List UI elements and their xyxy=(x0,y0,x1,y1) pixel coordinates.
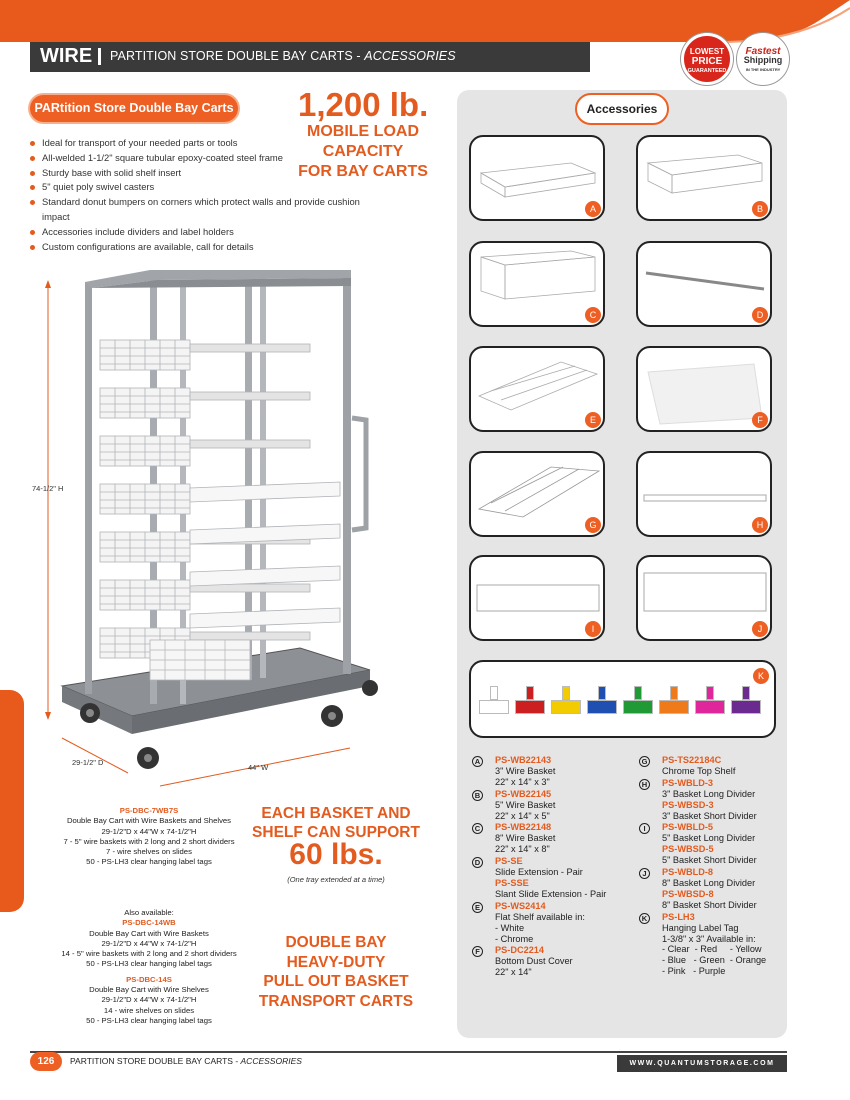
label-tag-stem xyxy=(598,686,606,700)
section-label: WIRE xyxy=(40,45,93,67)
entry-line: Slant Slide Extension - Pair xyxy=(495,888,607,899)
load-capacity-value: 1,200 lb. xyxy=(298,86,429,123)
subtitle-italic: ACCESSORIES xyxy=(364,49,456,63)
entry-line: 22" x 14" xyxy=(495,967,532,978)
intro-heading: PARtition Store Double Bay Carts xyxy=(30,95,238,122)
feature-item: All-welded 1-1/2" square tubular epoxy-coated steel frame xyxy=(30,151,360,166)
label-tag-swatch xyxy=(623,700,653,714)
entry-line: 1-3/8" x 3" Available in: xyxy=(662,933,756,944)
accessory-tile-k xyxy=(469,660,776,738)
caption-line: 29-1/2"D x 44"W x 74-1/2"H xyxy=(101,826,197,836)
footer-title-italic: ACCESSORIES xyxy=(240,1056,302,1066)
accessory-entry xyxy=(470,901,635,945)
accessories-heading: Accessories xyxy=(575,93,669,125)
caption-line: 14 - 5" wire baskets with 2 long and 2 short dividers xyxy=(61,949,237,959)
promo-line: HEAVY-DUTY xyxy=(286,953,386,971)
entry-letter: E xyxy=(472,902,483,913)
main-model-caption xyxy=(30,806,268,868)
page-subtitle xyxy=(110,49,456,63)
label-tag-swatch xyxy=(659,700,689,714)
entry-letter: J xyxy=(639,868,650,879)
entry-line: Chrome Top Shelf xyxy=(662,765,736,776)
label-tag-swatch xyxy=(551,700,581,714)
model-code: PS-DBC-14WB xyxy=(122,918,176,928)
entry-code: PS-SSE xyxy=(495,877,529,888)
entry-line: 5" Basket Short Divider xyxy=(662,855,757,866)
entry-letter: I xyxy=(639,823,650,834)
entry-line: - Blue - Green - Orange xyxy=(662,955,767,966)
accessory-tile-a xyxy=(469,135,605,221)
badge2-line2: Shipping xyxy=(743,55,783,65)
badge1-line2: PRICE xyxy=(691,56,723,67)
accessory-list-left xyxy=(470,755,635,979)
accessory-entry xyxy=(470,856,635,900)
entry-code: PS-WB22143 xyxy=(495,755,552,765)
feature-item: 5" quiet poly swivel casters xyxy=(30,180,360,195)
entry-code: PS-WBLD-3 xyxy=(662,777,714,788)
caption-line: Double Bay Cart with Wire Baskets and Shelves xyxy=(66,816,232,826)
accessory-tile-j xyxy=(636,555,772,641)
wire-basket-3-image xyxy=(471,137,603,219)
entry-line: - White xyxy=(495,922,525,933)
tile-letter: B xyxy=(752,201,768,217)
label-tag-stem xyxy=(742,686,750,700)
support-text xyxy=(246,804,426,842)
caption-line: 50 - PS-LH3 clear hanging label tags xyxy=(86,1015,212,1025)
label-tag-stem xyxy=(670,686,678,700)
feature-item: Sturdy base with solid shelf insert xyxy=(30,166,360,181)
caption-line: 50 - PS-LH3 clear hanging label tags xyxy=(86,959,212,969)
accessory-entry xyxy=(470,945,635,978)
badge2-line1: Fastest xyxy=(745,46,781,57)
also-available-label: Also available: xyxy=(124,908,174,917)
footer-title-main: PARTITION STORE DOUBLE BAY CARTS - xyxy=(70,1056,241,1066)
dust-cover-image xyxy=(638,348,770,430)
entry-code: PS-WS2414 xyxy=(495,900,546,911)
divider-8-image xyxy=(638,557,770,639)
entry-line: Slide Extension - Pair xyxy=(495,867,583,878)
promo-line: DOUBLE BAY xyxy=(285,934,387,951)
accessory-entry xyxy=(470,789,635,822)
entry-code: PS-WBSD-5 xyxy=(662,844,714,855)
accessory-tile-b xyxy=(636,135,772,221)
feature-item: Ideal for transport of your needed parts or tools xyxy=(30,136,360,151)
badge1-line3: GUARANTEED xyxy=(687,68,727,74)
tile-letter: E xyxy=(585,412,601,428)
entry-code: PS-DC2214 xyxy=(495,945,545,956)
caption-line: 29-1/2"D x 44"W x 74-1/2"H xyxy=(101,938,197,948)
entry-line: 5" Basket Long Divider xyxy=(662,833,756,844)
section-title-bar xyxy=(30,42,590,72)
accessory-tile-c xyxy=(469,241,605,327)
footer-website: WWW.QUANTUMSTORAGE.COM xyxy=(617,1055,787,1072)
caption-line: 14 - wire shelves on slides xyxy=(103,1005,195,1015)
slide-extension-image xyxy=(638,243,770,325)
height-dimension: 74-1/2" H xyxy=(32,484,64,493)
entry-line: 3" Basket Short Divider xyxy=(662,810,757,821)
label-tag-stem xyxy=(634,686,642,700)
accessory-tile-d xyxy=(636,241,772,327)
label-tag-row xyxy=(479,686,769,726)
tile-letter: J xyxy=(752,621,768,637)
entry-line: 8" Basket Long Divider xyxy=(662,877,756,888)
entry-code: PS-LH3 xyxy=(662,911,695,922)
label-tag-swatch xyxy=(515,700,545,714)
badge2-line3: IN THE INDUSTRY xyxy=(745,67,781,72)
feature-list xyxy=(30,136,360,254)
label-tag-swatch xyxy=(479,700,509,714)
divider-3-image xyxy=(638,453,770,535)
subtitle-main: PARTITION STORE DOUBLE BAY CARTS - xyxy=(110,49,365,63)
tile-letter: H xyxy=(752,517,768,533)
accessory-entry xyxy=(637,867,787,911)
label-tag-stem xyxy=(562,686,570,700)
entry-letter: F xyxy=(472,946,483,957)
promo-line: PULL OUT BASKET xyxy=(263,973,409,990)
main-model-code: PS-DBC-7WB7S xyxy=(119,806,179,815)
tile-letter: I xyxy=(585,621,601,637)
entry-letter: C xyxy=(472,823,483,834)
accessory-list-right xyxy=(637,755,787,978)
promo-text xyxy=(246,933,426,1011)
entry-line: 3" Basket Long Divider xyxy=(662,788,756,799)
tile-letter: G xyxy=(585,517,601,533)
caption-line: Double Bay Cart with Wire Shelves xyxy=(89,985,209,995)
badge1-line1: LOWEST xyxy=(689,47,725,56)
entry-code: PS-SE xyxy=(495,856,523,867)
caption-line: 7 - wire shelves on slides xyxy=(106,847,192,857)
entry-line: Hanging Label Tag xyxy=(662,922,739,933)
feature-item: Standard donut bumpers on corners which protect walls and provide cushion impact xyxy=(30,195,360,225)
entry-line: 22" x 14" x 3" xyxy=(495,776,550,787)
entry-code: PS-WB22145 xyxy=(495,788,552,799)
fastest-shipping-badge xyxy=(737,33,789,85)
entry-letter: G xyxy=(639,756,650,767)
tile-letter: A xyxy=(585,201,601,217)
promo-line: TRANSPORT CARTS xyxy=(258,992,414,1010)
also-available-block xyxy=(30,908,268,1026)
entry-code: PS-TS22184C xyxy=(662,755,722,765)
label-tag-swatch xyxy=(731,700,761,714)
accessory-entry xyxy=(637,755,787,777)
entry-letter: B xyxy=(472,790,483,801)
entry-line: 22" x 14" x 5" xyxy=(495,810,550,821)
caption-line: Double Bay Cart with Wire Baskets xyxy=(89,928,209,938)
entry-line: 3" Wire Basket xyxy=(495,765,556,776)
accessory-entry xyxy=(470,822,635,855)
entry-line: Flat Shelf available in: xyxy=(495,911,585,922)
accessory-entry xyxy=(637,822,787,866)
accessory-tile-h xyxy=(636,451,772,537)
double-bay-cart-image xyxy=(40,268,420,788)
label-tag-stem xyxy=(526,686,534,700)
caption-line: 7 - 5" wire baskets with 2 long and 2 short dividers xyxy=(63,836,235,846)
page-number: 126 xyxy=(30,1052,62,1071)
entry-code: PS-WBLD-8 xyxy=(662,867,714,878)
entry-letter: H xyxy=(639,779,650,790)
feature-item: Custom configurations are available, call for details xyxy=(30,240,360,255)
entry-line: 22" x 14" x 8" xyxy=(495,844,550,855)
label-tag-swatch xyxy=(587,700,617,714)
wire-basket-5-image xyxy=(638,137,770,219)
support-line1: EACH BASKET AND xyxy=(261,805,411,822)
entry-line: 8" Basket Short Divider xyxy=(662,899,757,910)
width-dimension: 44" W xyxy=(248,763,269,772)
tile-letter: K xyxy=(753,668,769,684)
accessory-entry xyxy=(470,755,635,788)
entry-line: 5" Wire Basket xyxy=(495,799,556,810)
entry-code: PS-WBSD-8 xyxy=(662,888,714,899)
caption-line: 29-1/2"D x 44"W x 74-1/2"H xyxy=(101,995,197,1005)
entry-code: PS-WBSD-3 xyxy=(662,799,714,810)
load-text-line1: MOBILE LOAD CAPACITY xyxy=(307,123,419,160)
entry-letter: D xyxy=(472,857,483,868)
support-value: 60 lbs. xyxy=(289,838,383,871)
tile-letter: F xyxy=(752,412,768,428)
flat-shelf-image xyxy=(471,348,603,430)
feature-item: Accessories include dividers and label holders xyxy=(30,225,360,240)
entry-letter: K xyxy=(639,913,650,924)
tile-letter: D xyxy=(752,307,768,323)
accessory-tile-e xyxy=(469,346,605,432)
footer-rule xyxy=(30,1051,787,1053)
tile-letter: C xyxy=(585,307,601,323)
label-tag-stem xyxy=(706,686,714,700)
accessory-entry xyxy=(637,912,787,977)
depth-dimension: 29-1/2" D xyxy=(72,758,104,767)
entry-line: 8" Wire Basket xyxy=(495,833,556,844)
entry-line: Bottom Dust Cover xyxy=(495,956,573,967)
title-divider xyxy=(98,48,101,65)
footer-title xyxy=(70,1056,302,1066)
accessory-tile-g xyxy=(469,451,605,537)
load-text-line2: FOR BAY CARTS xyxy=(298,163,428,180)
caption-line: 50 - PS-LH3 clear hanging label tags xyxy=(86,857,212,867)
accessory-tile-i xyxy=(469,555,605,641)
entry-line: - Clear - Red - Yellow xyxy=(662,944,762,955)
support-line2: SHELF CAN SUPPORT xyxy=(252,824,420,841)
side-tab xyxy=(0,690,24,912)
label-tag-stem xyxy=(490,686,498,700)
wire-basket-8-image xyxy=(471,243,603,325)
entry-letter: A xyxy=(472,756,483,767)
divider-5-image xyxy=(471,557,603,639)
model-code: PS-DBC-14S xyxy=(126,974,172,984)
top-shelf-image xyxy=(471,453,603,535)
accessory-entry xyxy=(637,778,787,822)
entry-line: - Pink - Purple xyxy=(662,966,726,977)
support-note: (One tray extended at a time) xyxy=(287,875,385,884)
lowest-price-badge xyxy=(681,33,733,85)
accessory-tile-f xyxy=(636,346,772,432)
entry-line: - Chrome xyxy=(495,933,534,944)
label-tag-swatch xyxy=(695,700,725,714)
entry-code: PS-WBLD-5 xyxy=(662,822,714,833)
entry-code: PS-WB22148 xyxy=(495,822,552,833)
